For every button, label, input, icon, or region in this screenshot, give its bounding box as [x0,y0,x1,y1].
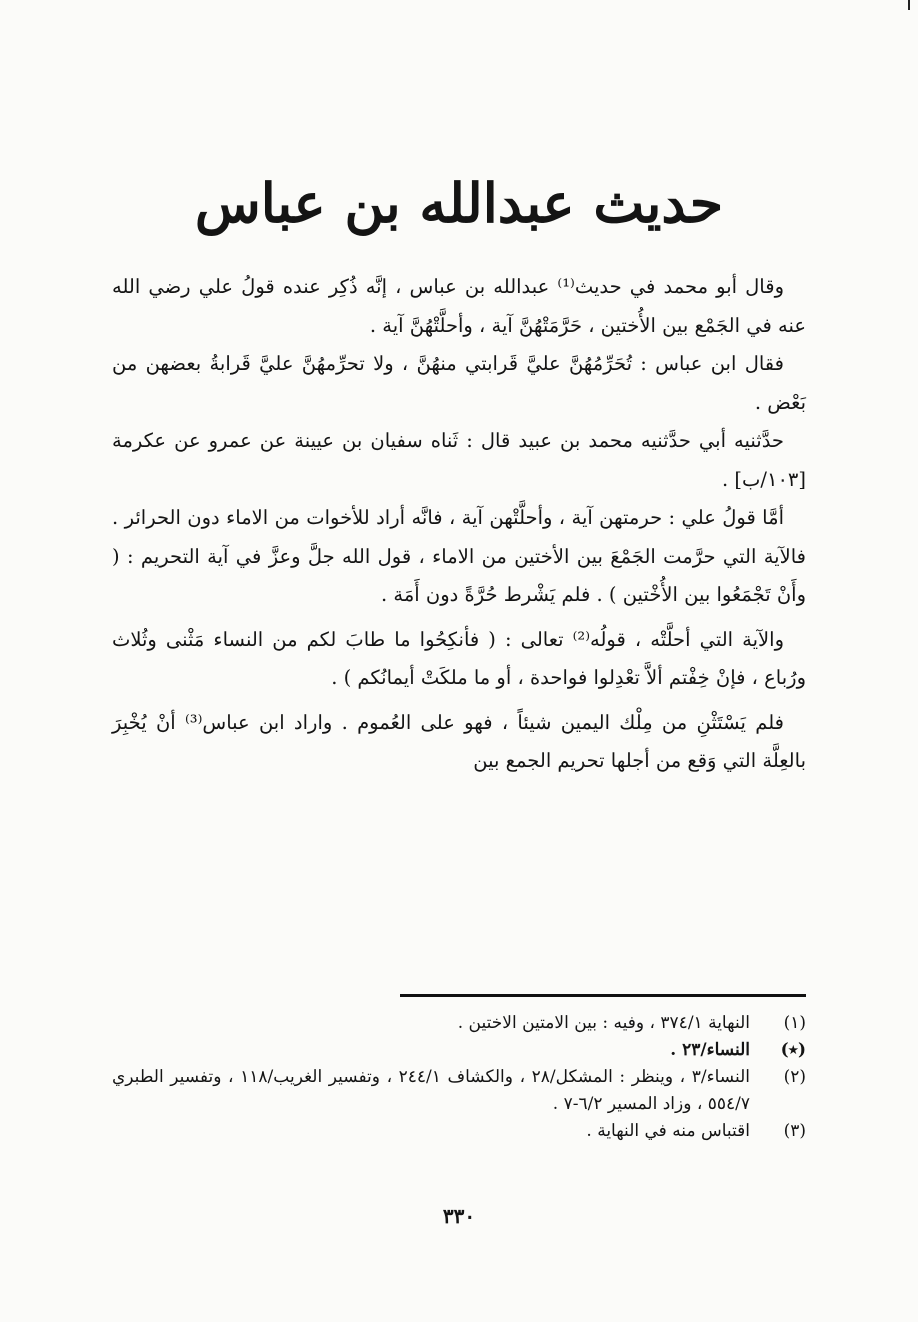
footnote-text: النساء/٣ ، وينظر : المشكل/٢٨ ، والكشاف ٢٤٤/١ ، وتفسير الغريب/١١٨ ، وتفسير الطبري ٥٥٤/٧ ، وزاد المسير ٦/٢-٧ . [112,1067,750,1114]
footnote [112,1037,806,1064]
footnote-marker: (٭) [780,1040,806,1060]
footnote-marker: (١) [783,1013,806,1033]
footnote-text: النساء/٢٣ . [670,1040,750,1060]
footnote-divider [400,994,806,997]
footnote-text: النهاية ٣٧٤/١ ، وفيه : بين الامتين الاختين . [457,1013,750,1033]
corner-mark [908,0,910,10]
footnote-marker: (٣) [783,1121,806,1141]
footnote-marker: (٢) [783,1067,806,1087]
chapter-title: حديث عبدالله بن عباس [194,171,724,235]
paragraph: فقال ابن عباس : تُحَرِّمُهُنَّ عليَّ قَرابتي منهُنَّ ، ولا تحرِّمهُنَّ عليَّ قَرابةُ بعضهن من بَعْض . [112,352,806,414]
paragraph: والآية التي أحلَّتْه ، قولُه⁽²⁾ تعالى : ( فأنكِحُوا ما طابَ لكم من النساء مَثْنى وثُلاث ورُباع ، فإنْ خِفْتم ألاَّ تعْدِلوا فواحدة ، أو ما ملكَتْ أيمانُكم ) . [112,627,806,689]
footnote [112,1118,806,1145]
paragraph: وقال أبو محمد في حديث⁽¹⁾ عبدالله بن عباس ، إنَّه ذُكِر عنده قولُ علي رضي الله عنه في الجَمْع بين الأُختين ، حَرَّمَتْهُنَّ آية ، وأحلَّتْهُنَّ آية . [112,275,806,337]
paragraph: فلم يَسْتَثْنِ من مِلْك اليمين شيئاً ، فهو على العُموم . واراد ابن عباس⁽³⁾ أنْ يُخْبِرَ بالعِلَّة التي وَقع من أجلها تحريم الجمع بين [112,710,806,772]
footnote [112,1064,806,1118]
main-text [112,268,806,781]
footnote-text: اقتباس منه في النهاية . [586,1121,750,1141]
footnotes [112,1010,806,1145]
footnote [112,1010,806,1037]
paragraph: حدَّثنيه أبي حدَّثنيه محمد بن عبيد قال : ثَناه سفيان بن عيينة عن عمرو عن عكرمة [١٠٣/ب] . [112,429,806,491]
paragraph: أمَّا قولُ علي : حرمتهن آية ، وأحلَّتْهن آية ، فانَّه أراد للأخوات من الاماء دون الحرائر . فالآية التي حرَّمت الجَمْعَ بين الأختين من الاماء ، قول الله جلَّ وعزَّ في آية التحريم : ( وأَنْ تَجْمَعُوا بين الأُخْتين ) . فلم يَشْرط حُرَّةً دون أَمَة . [112,506,806,606]
page-number: ٣٣٠ [442,1204,476,1228]
